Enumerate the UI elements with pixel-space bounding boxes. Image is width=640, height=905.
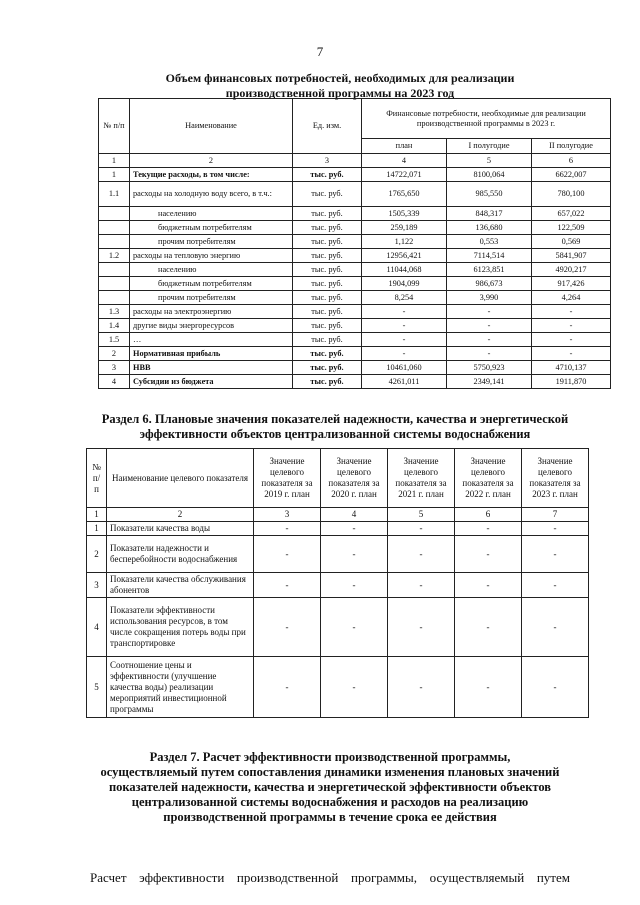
header-h1: I полугодие [447,139,532,154]
row-indicator-value: - [321,657,388,718]
table-row [87,522,589,536]
row-h1-value: 986,673 [447,277,532,291]
row-number [99,263,130,277]
row-plan-value: 12956,421 [362,249,447,263]
header-2020: Значение целевого показателя за 2020 г. план [321,449,388,508]
column-number: 1 [99,154,130,168]
row-indicator-value: - [522,536,589,573]
row-name: расходы на холодную воду всего, в т.ч.: [130,182,293,207]
title-line: Раздел 7. Расчет эффективности производственной программы, [149,750,511,764]
table-row [99,291,611,305]
row-h1-value: 848,317 [447,207,532,221]
row-h1-value: 136,680 [447,221,532,235]
header-num: № п/ п [87,449,107,508]
section-6-title [80,412,590,442]
row-number: 1 [87,522,107,536]
row-unit: тыс. руб. [293,305,362,319]
table-row [87,598,589,657]
row-unit: тыс. руб. [293,319,362,333]
row-number: 4 [87,598,107,657]
row-name: населению [130,263,293,277]
row-plan-value: 14722,071 [362,168,447,182]
header-name: Наименование [130,99,293,154]
row-name: прочим потребителям [130,235,293,249]
row-plan-value: - [362,333,447,347]
row-h1-value: - [447,333,532,347]
row-h2-value: 917,426 [532,277,611,291]
row-h1-value: 985,550 [447,182,532,207]
table-row [99,182,611,207]
row-name: прочим потребителям [130,291,293,305]
column-number-row [87,508,589,522]
row-number: 1.5 [99,333,130,347]
column-number: 6 [532,154,611,168]
row-h2-value: 780,100 [532,182,611,207]
row-indicator-value: - [388,598,455,657]
row-indicator-value: - [254,536,321,573]
column-number: 4 [362,154,447,168]
row-unit: тыс. руб. [293,347,362,361]
row-indicator-value: - [455,573,522,598]
table-row [99,249,611,263]
row-indicator-name: Показатели качества воды [107,522,254,536]
row-h2-value: - [532,333,611,347]
row-h2-value: 657,022 [532,207,611,221]
row-h1-value: - [447,347,532,361]
row-indicator-value: - [388,657,455,718]
column-number: 5 [447,154,532,168]
row-plan-value: 259,189 [362,221,447,235]
row-indicator-value: - [522,598,589,657]
row-indicator-value: - [254,598,321,657]
header-2019: Значение целевого показателя за 2019 г. план [254,449,321,508]
table-row [87,573,589,598]
header-num: № п/п [99,99,130,154]
table-row [99,347,611,361]
row-name: бюджетным потребителям [130,221,293,235]
column-number: 5 [388,508,455,522]
row-indicator-value: - [321,598,388,657]
column-number: 6 [455,508,522,522]
header-name: Наименование целевого показателя [107,449,254,508]
table-row [99,305,611,319]
row-unit: тыс. руб. [293,249,362,263]
column-number: 7 [522,508,589,522]
row-h1-value: - [447,319,532,333]
row-plan-value: 1,122 [362,235,447,249]
row-number: 4 [99,375,130,389]
title-line: показателей надежности, качества и энергетической эффективности объектов [108,780,552,794]
title-line: производственной программы в течение срока ее действия [163,810,497,824]
row-unit: тыс. руб. [293,361,362,375]
financial-needs-table [98,98,611,389]
row-h1-value: 6123,851 [447,263,532,277]
row-indicator-value: - [455,536,522,573]
row-h2-value: - [532,347,611,361]
row-h1-value: 8100,064 [447,168,532,182]
row-plan-value: 1505,339 [362,207,447,221]
title-financial-needs [100,71,580,101]
row-indicator-name: Показатели эффективности использования ресурсов, в том числе сокращения потерь воды при транспортировке [107,598,254,657]
row-number [99,221,130,235]
row-name: расходы на тепловую энергию [130,249,293,263]
row-indicator-value: - [455,522,522,536]
row-indicator-value: - [254,522,321,536]
table-row [99,221,611,235]
table-header-row [99,99,611,139]
table-row [99,333,611,347]
row-h1-value: 3,990 [447,291,532,305]
column-number: 3 [293,154,362,168]
row-h2-value: 122,509 [532,221,611,235]
row-indicator-value: - [254,657,321,718]
row-unit: тыс. руб. [293,235,362,249]
row-h2-value: 5841,907 [532,249,611,263]
row-unit: тыс. руб. [293,333,362,347]
row-name: Субсидии из бюджета [130,375,293,389]
reliability-indicators-table [86,448,589,718]
title-line: эффективности объектов централизованной системы водоснабжения [139,427,531,441]
column-number: 4 [321,508,388,522]
page-number: 7 [316,44,324,59]
row-number: 1.2 [99,249,130,263]
row-unit: тыс. руб. [293,182,362,207]
row-indicator-name: Показатели надежности и бесперебойности водоснабжения [107,536,254,573]
row-indicator-value: - [388,536,455,573]
row-h2-value: - [532,319,611,333]
title-line: Раздел 6. Плановые значения показателей надежности, качества и энергетической [101,412,569,426]
row-number: 1.1 [99,182,130,207]
row-indicator-value: - [388,573,455,598]
row-indicator-value: - [388,522,455,536]
row-plan-value: 1765,650 [362,182,447,207]
row-h1-value: 7114,514 [447,249,532,263]
title-line: производственной программы на 2023 год [225,86,455,100]
row-plan-value: - [362,305,447,319]
row-h1-value: 2349,141 [447,375,532,389]
column-number: 1 [87,508,107,522]
row-plan-value: 8,254 [362,291,447,305]
row-unit: тыс. руб. [293,207,362,221]
section-7-paragraph: Расчет эффективности производственной программы, осуществляемый путем [90,870,570,885]
row-plan-value: 1904,099 [362,277,447,291]
column-number-row [99,154,611,168]
row-name: бюджетным потребителям [130,277,293,291]
row-indicator-value: - [522,522,589,536]
row-number [99,291,130,305]
column-number: 2 [107,508,254,522]
table-row [99,168,611,182]
table-row [99,235,611,249]
column-number: 2 [130,154,293,168]
row-name: расходы на электроэнергию [130,305,293,319]
table-row [99,207,611,221]
row-name: Текущие расходы, в том числе: [130,168,293,182]
header-unit: Ед. изм. [293,99,362,154]
row-name: Нормативная прибыль [130,347,293,361]
table-row [87,536,589,573]
section-7-title [60,750,600,825]
title-line: централизованной системы водоснабжения и расходов на реализацию [131,795,529,809]
row-plan-value: 10461,060 [362,361,447,375]
row-number: 2 [99,347,130,361]
row-indicator-value: - [254,573,321,598]
table-row [99,375,611,389]
header-2021: Значение целевого показателя за 2021 г. план [388,449,455,508]
row-plan-value: - [362,319,447,333]
row-number: 3 [87,573,107,598]
header-2023: Значение целевого показателя за 2023 г. план [522,449,589,508]
row-unit: тыс. руб. [293,168,362,182]
row-h2-value: 4710,137 [532,361,611,375]
row-unit: тыс. руб. [293,263,362,277]
row-h2-value: 4,264 [532,291,611,305]
title-line: Объем финансовых потребностей, необходимых для реализации [165,71,515,85]
row-indicator-name: Показатели качества обслуживания абонентов [107,573,254,598]
row-indicator-name: Соотношение цены и эффективности (улучшение качества воды) реализации мероприятий инвестиционной программы [107,657,254,718]
table-row [99,361,611,375]
row-number [99,235,130,249]
table-row [87,657,589,718]
row-indicator-value: - [321,522,388,536]
row-number: 5 [87,657,107,718]
row-number: 1.3 [99,305,130,319]
table-row [99,277,611,291]
row-indicator-value: - [455,598,522,657]
row-plan-value: - [362,347,447,361]
title-line: осуществляемый путем сопоставления динамики изменения плановых значений [100,765,560,779]
row-h1-value: - [447,305,532,319]
row-indicator-value: - [455,657,522,718]
row-name: НВВ [130,361,293,375]
table-row [99,263,611,277]
row-name: населению [130,207,293,221]
table-header-row [87,449,589,508]
row-number [99,207,130,221]
row-number: 1.4 [99,319,130,333]
row-h1-value: 0,553 [447,235,532,249]
header-2022: Значение целевого показателя за 2022 г. план [455,449,522,508]
row-indicator-value: - [321,536,388,573]
row-h2-value: 0,569 [532,235,611,249]
row-h2-value: 6622,007 [532,168,611,182]
row-number: 1 [99,168,130,182]
table-row [99,319,611,333]
row-indicator-value: - [321,573,388,598]
row-h2-value: 4920,217 [532,263,611,277]
row-indicator-value: - [522,573,589,598]
row-unit: тыс. руб. [293,375,362,389]
row-name: другие виды энергоресурсов [130,319,293,333]
row-indicator-value: - [522,657,589,718]
row-unit: тыс. руб. [293,291,362,305]
row-number: 3 [99,361,130,375]
row-name: … [130,333,293,347]
row-plan-value: 11044,068 [362,263,447,277]
header-group: Финансовые потребности, необходимые для реализации производственной программы в 2023 г. [362,99,611,139]
row-number [99,277,130,291]
row-unit: тыс. руб. [293,221,362,235]
row-plan-value: 4261,011 [362,375,447,389]
header-h2: II полугодие [532,139,611,154]
row-h2-value: 1911,870 [532,375,611,389]
header-plan: план [362,139,447,154]
row-h1-value: 5750,923 [447,361,532,375]
row-h2-value: - [532,305,611,319]
column-number: 3 [254,508,321,522]
row-number: 2 [87,536,107,573]
row-unit: тыс. руб. [293,277,362,291]
